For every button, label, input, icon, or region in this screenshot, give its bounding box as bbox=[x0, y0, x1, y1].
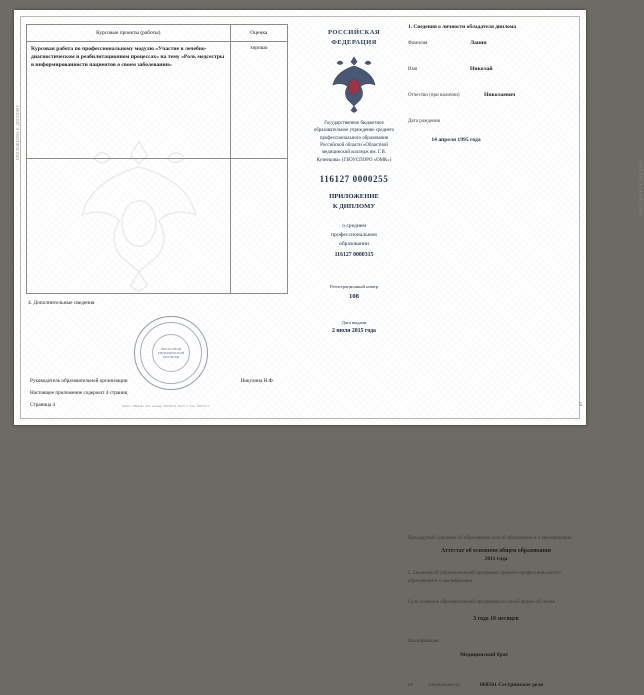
appendix-number: 116127 0000315 bbox=[334, 251, 374, 258]
specialty-prefix: по bbox=[408, 682, 414, 688]
col-header-coursework: Курсовые проекты (работы) bbox=[27, 25, 231, 42]
left-page bbox=[26, 24, 288, 412]
field-value-patronymic: Николаевич bbox=[484, 92, 516, 98]
side-text-right: ПРИЛОЖЕНИЕ К ДИПЛОМУ bbox=[640, 160, 644, 216]
field-surname bbox=[408, 40, 584, 53]
previous-document-note: Предыдущий документ об образовании или об образовании и о квалификации bbox=[408, 536, 572, 541]
study-form-note: Срок освоения образовательной программы по очной форме обучения bbox=[408, 600, 555, 606]
field-label-surname: Фамилия bbox=[408, 41, 428, 46]
appendix-title-line2: К ДИПЛОМУ bbox=[332, 202, 376, 210]
center-strip bbox=[306, 24, 402, 412]
table-row bbox=[27, 42, 288, 159]
registration-label: Регистрационный номер bbox=[329, 283, 379, 289]
signatory-name: Никулина Н.Ф. bbox=[240, 378, 274, 384]
right-page-title: 1. Сведения о личности обладателя диплома bbox=[408, 24, 517, 30]
country-name-line2: ФЕДЕРАЦИЯ bbox=[331, 38, 377, 46]
empty-cell-left bbox=[27, 159, 231, 294]
field-label-birthdate: Дата рождения bbox=[408, 119, 440, 124]
study-term-value: 3 года 10 месяцев bbox=[473, 616, 519, 623]
specialty-value: 060501 Сестринское дело bbox=[480, 681, 544, 688]
serial-number: 116127 0000255 bbox=[319, 173, 389, 184]
empty-cell-right bbox=[230, 159, 287, 294]
field-value-surname: Лапин bbox=[470, 40, 487, 46]
registration-number: 108 bbox=[349, 292, 359, 300]
field-firstname bbox=[408, 66, 584, 79]
specialty-label: специальности bbox=[428, 682, 460, 688]
additional-info-label: 4. Дополнительные сведения bbox=[28, 300, 95, 306]
field-patronymic bbox=[408, 92, 584, 105]
right-page-number: 5 bbox=[579, 402, 582, 408]
about-line3: образовании bbox=[339, 240, 369, 247]
issue-date-value: 2 июля 2015 года bbox=[332, 327, 376, 334]
qualification-label: Квалификация bbox=[408, 639, 439, 645]
coursework-table bbox=[26, 24, 288, 294]
section2-title: 2. Сведения об образовательной программе среднего профессионального образования и о квалификации bbox=[408, 571, 561, 584]
previous-document-year: 2011 года bbox=[484, 556, 508, 563]
field-label-patronymic: Отчество (при наличии) bbox=[408, 93, 460, 98]
field-label-firstname: Имя bbox=[408, 67, 418, 72]
field-value-firstname: Николай bbox=[470, 66, 493, 72]
signatory-title: Руководитель образовательной организации bbox=[30, 378, 128, 384]
coursework-title-cell bbox=[27, 42, 231, 159]
coursework-grade: хорошо bbox=[230, 42, 287, 159]
coursework-title: Курсовая работа по профессиональному модулю «Участие в лечебно-диагностическом и реабилитационном процессах» на тему «Роль медсестры в информированности пациентов о своем заболевании» bbox=[31, 46, 225, 69]
side-text-left: ПРИЛОЖЕНИЕ К ДИПЛОМУ bbox=[16, 104, 20, 160]
about-line2: профессиональном bbox=[331, 231, 377, 238]
field-value-birthdate: 14 апреля 1995 года bbox=[431, 137, 481, 143]
stamp-text: ОБЛАСТНОЙ МЕДИЦИНСКИЙ КОЛЛЕДЖ bbox=[157, 346, 185, 360]
right-page bbox=[408, 24, 584, 688]
diploma-sheet bbox=[14, 10, 644, 688]
organization-name: Государственное бюджетное образовательное учреждение среднего профессионального образования Российской области «Областной медицинский колледж им. Г.В. Кузнецова» (ГБОУСПОРО «ОМК») bbox=[313, 120, 395, 163]
previous-document-value: Аттестат об основном общем образовании bbox=[441, 548, 551, 555]
page-count-note: Настоящее приложение содержит 4 страниц bbox=[30, 390, 128, 397]
country-name-line1: РОССИЙСКАЯ bbox=[327, 29, 381, 36]
about-line1: о среднем bbox=[342, 222, 366, 229]
field-birthdate bbox=[408, 118, 584, 131]
table-row-empty bbox=[27, 159, 288, 294]
microprint-line: ООО «ЗНАК» Рег. номер №00014 2015 г. Зак. №03217 bbox=[122, 404, 210, 408]
specialty-row bbox=[408, 682, 584, 695]
appendix-title-line1: ПРИЛОЖЕНИЕ bbox=[329, 192, 379, 200]
col-header-grade: Оценка bbox=[230, 25, 287, 42]
issue-date-label: Дата выдачи bbox=[341, 319, 367, 325]
coat-of-arms-icon bbox=[326, 54, 382, 114]
qualification-value: Медицинский брат bbox=[460, 651, 509, 658]
left-page-number: Страница 4 bbox=[30, 402, 56, 408]
table-header-row bbox=[27, 25, 288, 42]
